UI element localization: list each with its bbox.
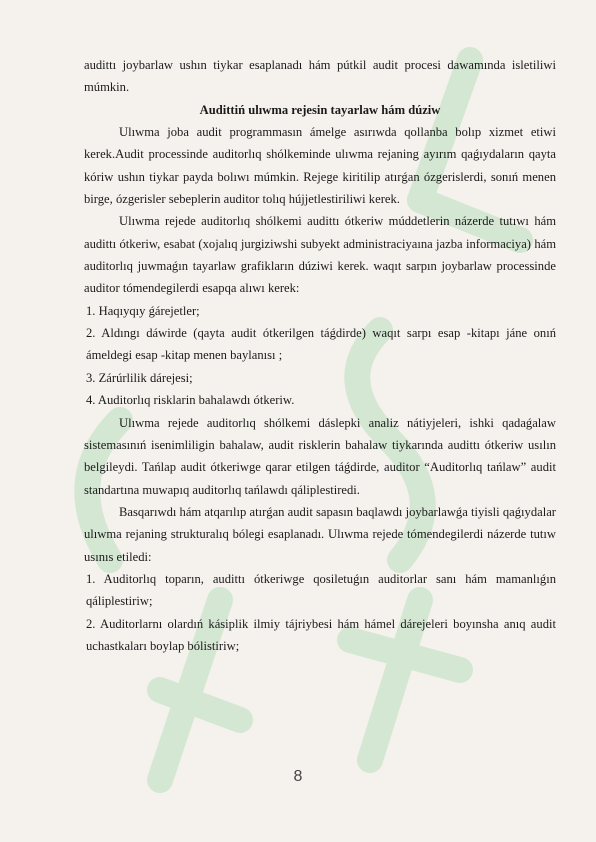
list-item: 1. Auditorlıq toparın, audittı ótkeriwge qosiletuǵın auditorlar sanı hám mamanlıǵın qáliplestiriw; (86, 571, 556, 609)
list-item: 4. Auditorlıq risklarin bahalawdı ótkeriw. (86, 393, 295, 408)
list-item: 3. Zárúrlilik dárejesi; (86, 370, 193, 385)
paragraph: Basqarıwdı hám atqarılıp atırǵan audit sapasın baqlawdı joybarlawǵa tiyisli qaǵıydalar ulıwma rejaning strukturalıq bólegi esaplanadı. Ulıwma rejede tómendegilerdi názerde tutıw usınıs etiledi: (84, 504, 556, 564)
list-item: 2. Auditorlarnı olardıń kásiplik ilmiy tájriybesi hám hámel dárejeleri boyınsha anıq audit uchastkaları boylap bólistiriw; (86, 616, 556, 653)
paragraph: Ulıwma rejede auditorlıq shólkemi audittı ótkeriw múddetlerin názerde tutıwı hám audittı ótkeriw, esabat (xojalıq jurgiziwshi subyekt administraciyaına jazba informaciya) hám auditorlıq juwmaǵın tayarlaw grafikların dúziwi kerek. waqıt sarpın joybarlaw processinde auditor tómendegilerdi esapqa alıwı kerek: (84, 214, 556, 296)
document-body (84, 54, 556, 657)
paragraph-continuation: audittı joybarlaw ushın tiykar esaplanadı hám pútkil audit procesi dawamında isletiliwi múmkin. (84, 58, 556, 95)
list-item: 2. Aldıngı dáwirde (qayta audit ótkerilgen táǵdirde) waqıt sarpı esap -kitapı jáne onıń ámeldegi esap -kitap menen baylanısı ; (86, 326, 556, 363)
page-number: 8 (293, 768, 303, 785)
list-item: 1. Haqıyqıy ǵárejetler; (86, 303, 200, 318)
section-heading: Audittiń ulıwma rejesin tayarlaw hám dúziw (199, 102, 441, 117)
paragraph: Ulıwma joba audit programmasın ámelge asırıwda qollanba bolıp xizmet etiwi kerek.Audit processinde auditorlıq shólkeminde ulıwma rejaning ayırım qaǵıydaların qayta kóriw ushın tiykar payda bolıwı múmkin. Rejege kiritilip atırǵan ózgerislerdi, sonıń menen birge, ózgerisler sebeplerin auditor tolıq hújjetlestiriliwi kerek. (84, 125, 556, 207)
paragraph: Ulıwma rejede auditorlıq shólkemi dáslepki analiz nátiyjeleri, ishki qadaǵalaw sistemasınıń isenimliligin bahalaw, audit risklerin bahalaw tiykarında audittı ótkeriw usılın belgileydi. Tańlap audit ótkeriwge qarar etilgen táǵdirde, auditor “Auditorlıq tańlaw” audit standartına muwapıq auditorlıq tańlawdı qáliplestiredi. (84, 415, 556, 497)
